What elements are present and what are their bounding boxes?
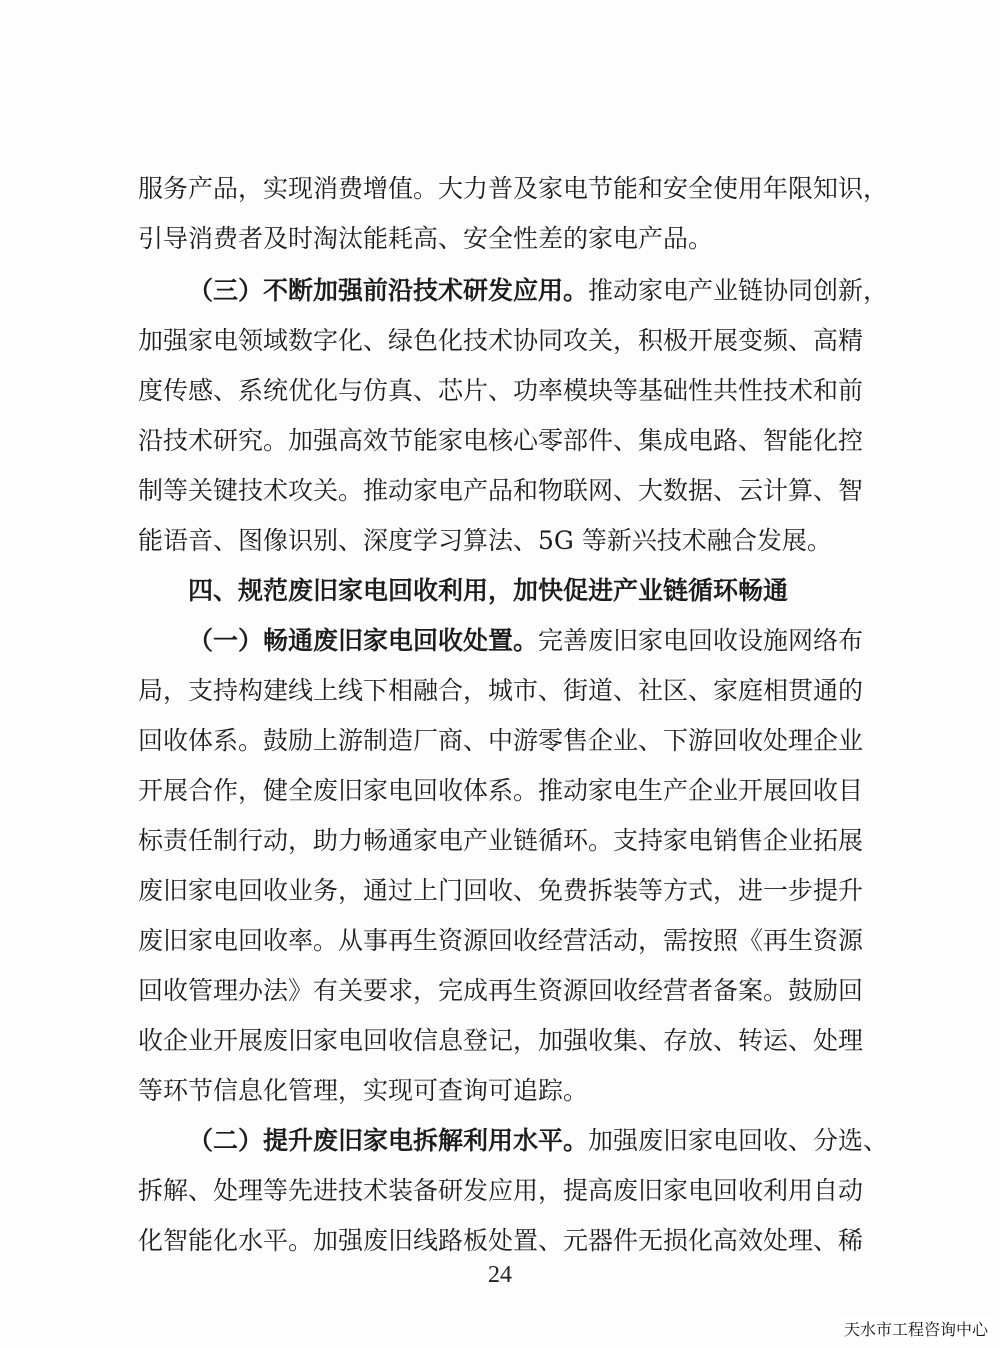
text-line-6: 沿技术研究。加强高效节能家电核心零部件、集成电路、智能化控	[138, 426, 864, 455]
text-line-2: 引导消费者及时淘汰能耗高、安全性差的家电产品。	[138, 224, 714, 253]
text-line-10	[188, 624, 862, 658]
watermark-label: 天水市工程咨询中心	[840, 1315, 992, 1342]
text-line-1: 服务产品，实现消费增值。大力普及家电节能和安全使用年限知识，	[138, 174, 889, 203]
text-line-14: 标责任制行动，助力畅通家电产业链循环。支持家电销售企业拓展	[138, 826, 864, 855]
text-run-3: 推动家电产业链协同创新，	[588, 276, 889, 305]
text-line-5: 度传感、系统优化与仿真、芯片、功率模块等基础性共性技术和前	[138, 376, 864, 405]
text-line-15: 废旧家电回收业务，通过上门回收、免费拆装等方式，进一步提升	[138, 876, 864, 905]
text-line-20	[188, 1124, 889, 1158]
page-number: 24	[488, 1262, 512, 1288]
text-line-4: 加强家电领域数字化、绿色化技术协同攻关，积极开展变频、高精	[138, 326, 864, 355]
text-line-16: 废旧家电回收率。从事再生资源回收经营活动，需按照《再生资源	[138, 926, 864, 955]
text-line-17: 回收管理办法》有关要求，完成再生资源回收经营者备案。鼓励回	[138, 976, 864, 1005]
text-line-3	[188, 274, 889, 308]
text-line-11: 局，支持构建线上线下相融合，城市、街道、社区、家庭相贯通的	[138, 676, 864, 705]
text-run-10: 完善废旧家电回收设施网络布	[538, 626, 864, 655]
section-lead-3: （三）不断加强前沿技术研发应用。	[188, 276, 589, 305]
section-lead-10: （一）畅通废旧家电回收处置。	[188, 626, 539, 655]
section-lead-20: （二）提升废旧家电拆解利用水平。	[188, 1126, 589, 1155]
text-line-22: 化智能化水平。加强废旧线路板处置、元器件无损化高效处理、稀	[138, 1226, 864, 1255]
text-line-18: 收企业开展废旧家电回收信息登记，加强收集、存放、转运、处理	[138, 1026, 864, 1055]
text-line-12: 回收体系。鼓励上游制造厂商、中游零售企业、下游回收处理企业	[138, 726, 864, 755]
text-run-20: 加强废旧家电回收、分选、	[588, 1126, 889, 1155]
text-line-21: 拆解、处理等先进技术装备研发应用，提高废旧家电回收利用自动	[138, 1176, 864, 1205]
text-line-13: 开展合作，健全废旧家电回收体系。推动家电生产企业开展回收目	[138, 776, 864, 805]
text-line-7: 制等关键技术攻关。推动家电产品和物联网、大数据、云计算、智	[138, 476, 864, 505]
section-heading-4: 四、规范废旧家电回收利用，加快促进产业链循环畅通	[188, 576, 789, 605]
text-line-19: 等环节信息化管理，实现可查询可追踪。	[138, 1076, 589, 1105]
text-line-8: 能语音、图像识别、深度学习算法、5G 等新兴技术融合发展。	[138, 526, 832, 555]
